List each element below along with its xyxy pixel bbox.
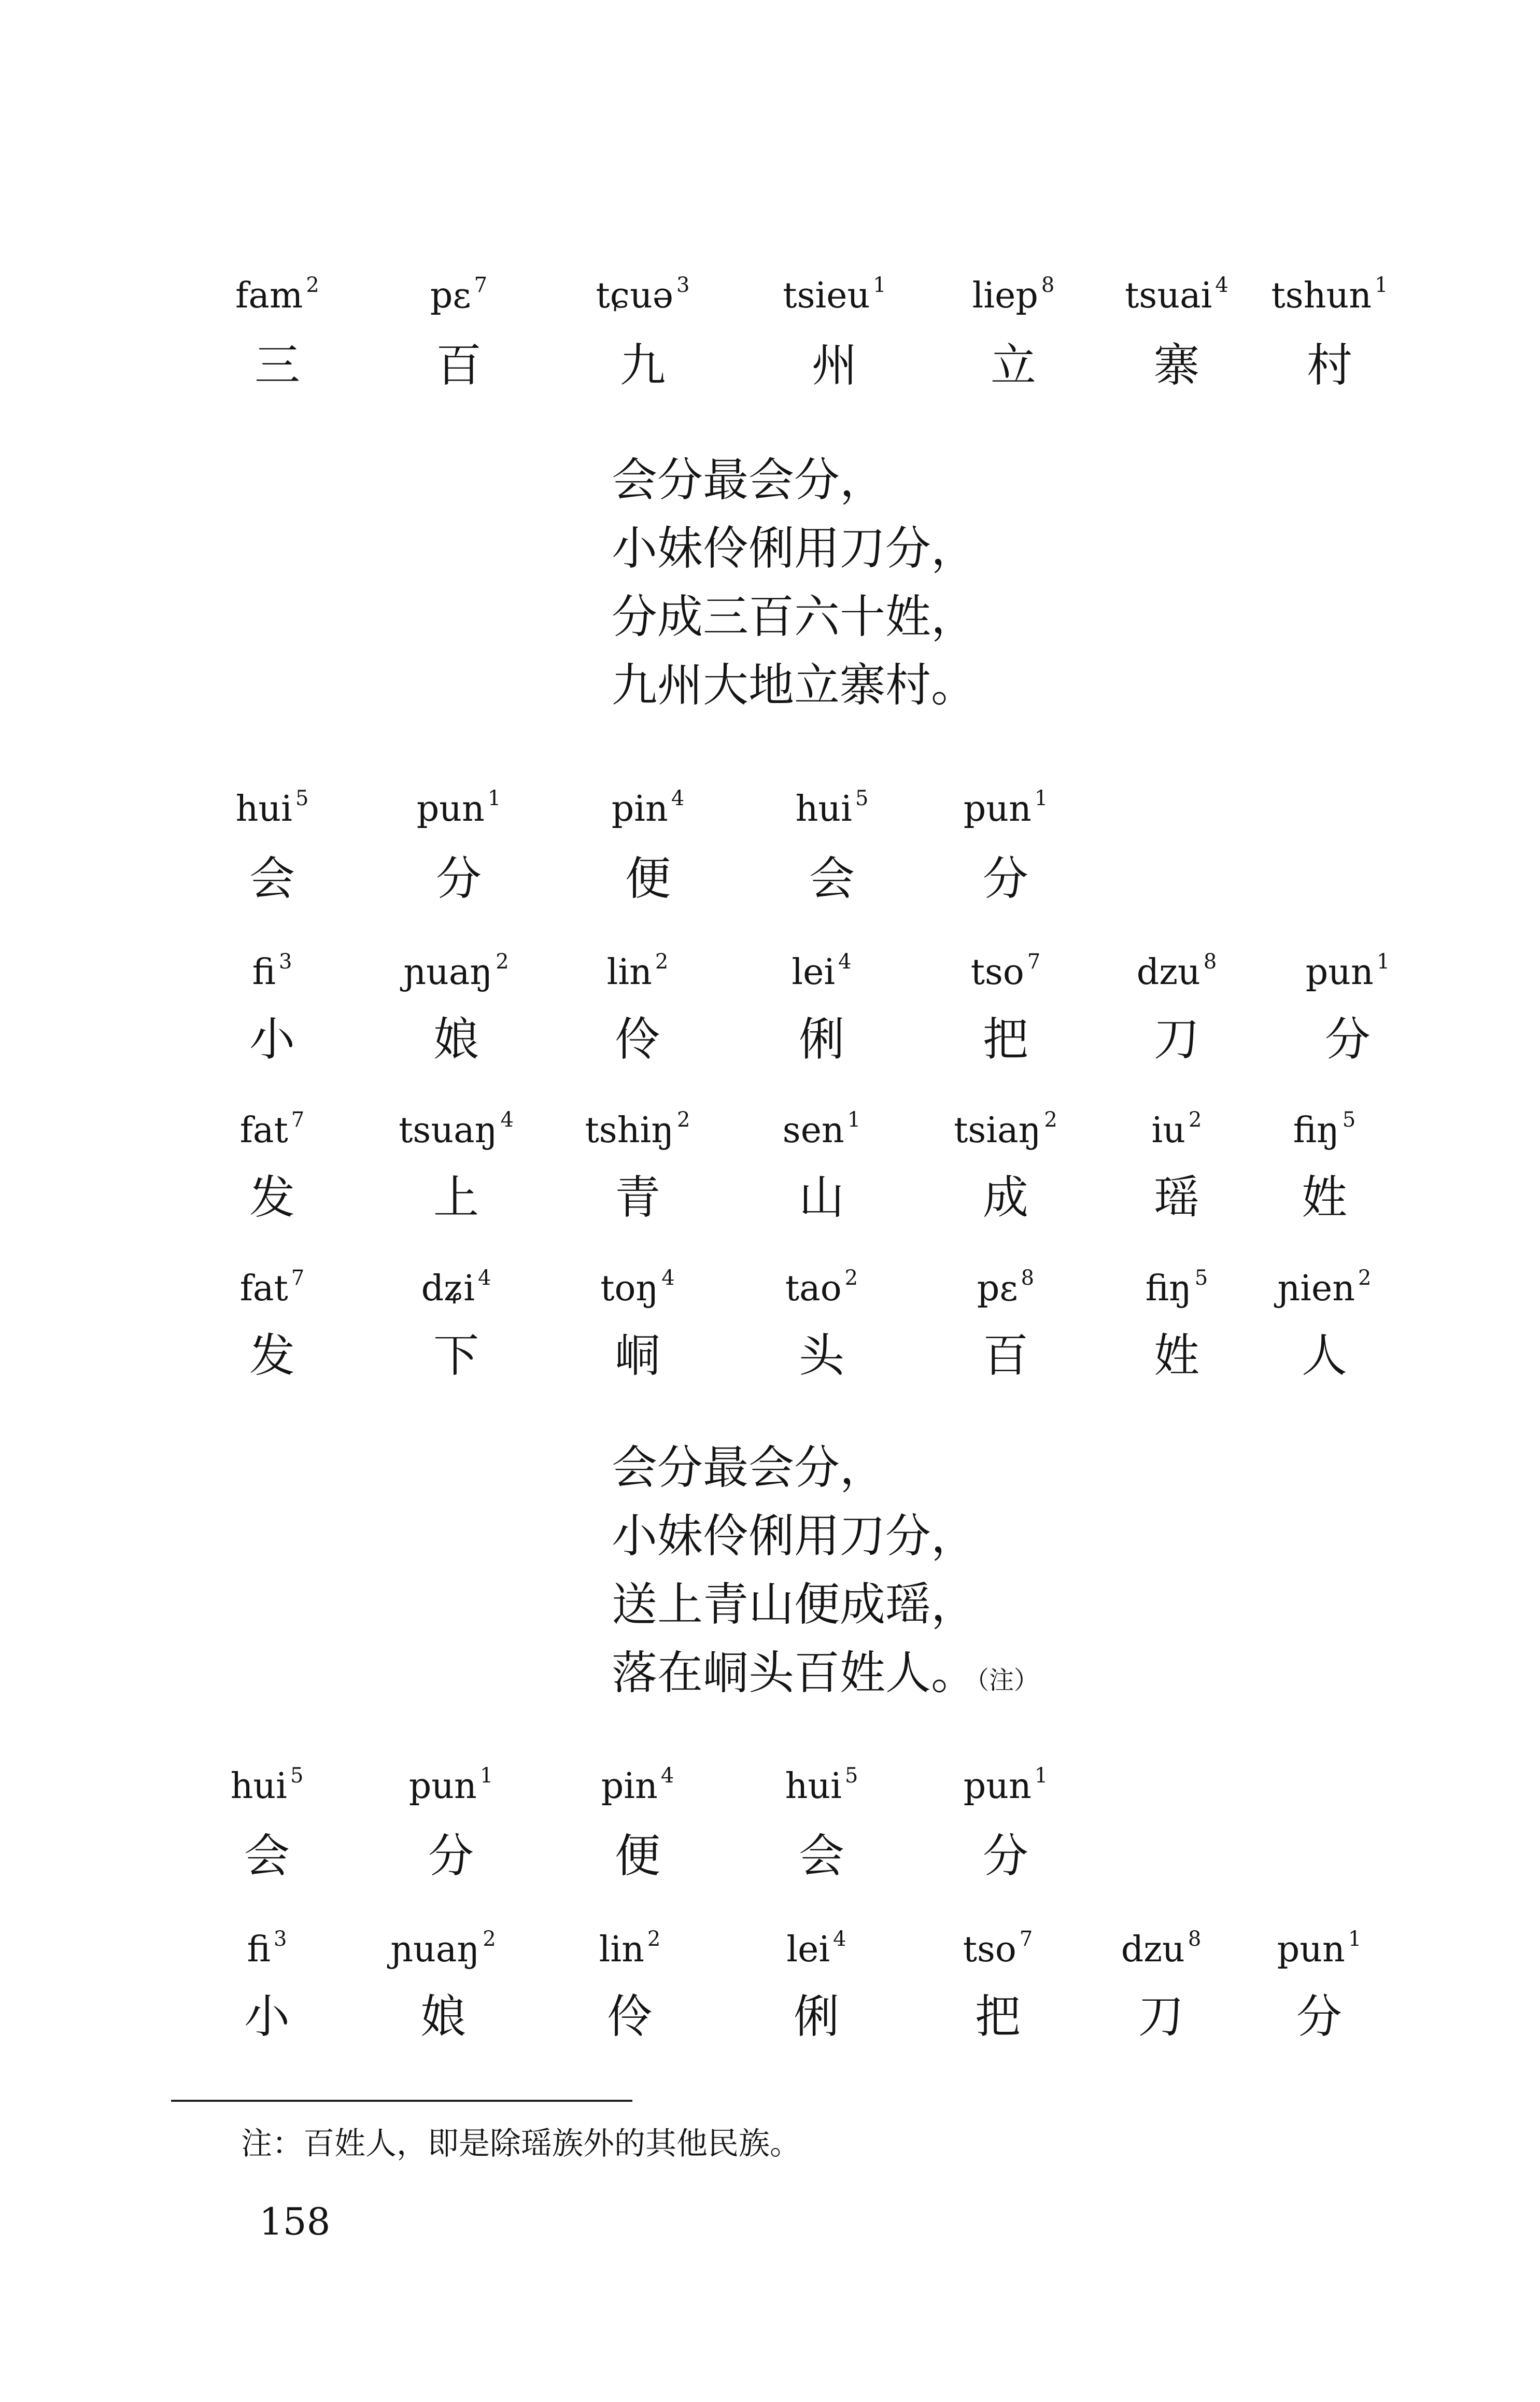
- hanzi: 分: [982, 852, 1028, 905]
- verse-line: 小妹伶俐用刀分，: [612, 522, 977, 575]
- hanzi: 刀: [1153, 1013, 1199, 1066]
- hanzi: 上: [433, 1171, 479, 1224]
- syllable: ɲien $^2$: [1277, 1266, 1372, 1309]
- syllable: pɛ $^8$: [977, 1266, 1035, 1309]
- hanzi: 发: [249, 1329, 295, 1382]
- hanzi: 人: [1301, 1329, 1347, 1382]
- syllable: hui $^5$: [235, 786, 309, 830]
- hanzi: 便: [614, 1829, 660, 1883]
- hanzi: 下: [433, 1329, 479, 1382]
- footnote-marker: （注）: [977, 1666, 1039, 1695]
- verse-translation: [612, 446, 977, 720]
- syllable: pun $^1$: [963, 1764, 1048, 1807]
- hanzi: 发: [249, 1171, 295, 1224]
- hanzi: 分: [1296, 1990, 1342, 2043]
- verse-line: 九州大地立寨村。: [612, 658, 977, 712]
- syllable: pun $^1$: [1277, 1927, 1362, 1970]
- syllable: ɲuaŋ $^2$: [390, 1927, 496, 1970]
- hanzi: 刀: [1138, 1990, 1184, 2043]
- syllable: tshiŋ $^2$: [585, 1108, 690, 1151]
- syllable: fi $^3$: [252, 950, 292, 993]
- hanzi-row: [0, 1986, 1540, 2063]
- syllable: tsuaŋ $^4$: [399, 1108, 514, 1151]
- romanization-row: [0, 1913, 1540, 1991]
- verse-line: 会分最会分，: [612, 1441, 886, 1494]
- hanzi: 州: [811, 339, 857, 392]
- syllable: sen $^1$: [782, 1108, 861, 1151]
- syllable: liep $^8$: [972, 273, 1055, 316]
- hanzi-row: [0, 1008, 1540, 1086]
- syllable: dʑi $^4$: [421, 1266, 491, 1309]
- hanzi: 小: [244, 1990, 290, 2043]
- syllable: tsieu $^1$: [783, 273, 886, 316]
- syllable: pun $^1$: [963, 786, 1048, 830]
- syllable: fiŋ $^5$: [1145, 1266, 1208, 1309]
- hanzi-row: [0, 1167, 1540, 1244]
- hanzi: 瑶: [1153, 1171, 1199, 1224]
- verse-line: 送上青山便成瑶，: [612, 1578, 977, 1631]
- syllable: hui $^5$: [785, 1764, 858, 1807]
- hanzi: 会: [249, 852, 295, 905]
- syllable: tshun $^1$: [1271, 273, 1388, 316]
- hanzi: 分: [428, 1829, 474, 1883]
- hanzi: 百: [982, 1329, 1028, 1382]
- syllable: fam $^2$: [235, 273, 319, 316]
- hanzi: 寨: [1153, 339, 1199, 392]
- syllable: tɕuə $^3$: [596, 273, 690, 316]
- romanization-row: [0, 1750, 1540, 1828]
- hanzi-row: [0, 1825, 1540, 1903]
- hanzi: 把: [982, 1013, 1028, 1066]
- hanzi: 会: [244, 1829, 290, 1883]
- syllable: dzu $^8$: [1121, 1927, 1202, 1970]
- verse-line: [612, 1639, 1039, 1715]
- hanzi: 便: [625, 852, 671, 905]
- page-number: 158: [259, 2200, 331, 2243]
- hanzi: 娘: [433, 1013, 479, 1066]
- romanization-row: [0, 936, 1540, 1014]
- syllable: fat $^7$: [239, 1266, 305, 1309]
- hanzi: 小: [249, 1013, 295, 1066]
- syllable: pɛ $^7$: [430, 273, 488, 316]
- syllable: hui $^5$: [230, 1764, 304, 1807]
- syllable: fi $^3$: [247, 1927, 287, 1970]
- syllable: pun $^1$: [408, 1764, 493, 1807]
- footnote: 注：百姓人，即是除瑶族外的其他民族。: [241, 2126, 801, 2162]
- syllable: pin $^4$: [601, 1764, 674, 1807]
- romanization-row: [0, 1252, 1540, 1330]
- verse-translation: [612, 1434, 1039, 1715]
- syllable: pin $^4$: [611, 786, 685, 830]
- hanzi: 村: [1306, 339, 1352, 392]
- hanzi: 分: [1324, 1013, 1371, 1066]
- hanzi: 立: [990, 339, 1036, 392]
- hanzi: 山: [798, 1171, 844, 1224]
- syllable: tsuai $^4$: [1125, 273, 1228, 316]
- verse-line: 分成三百六十姓，: [612, 590, 977, 643]
- hanzi: 姓: [1153, 1329, 1199, 1382]
- footnote-divider: [171, 2100, 632, 2102]
- hanzi: 分: [435, 852, 482, 905]
- syllable: tso $^7$: [970, 950, 1041, 993]
- syllable: lei $^4$: [792, 950, 852, 993]
- syllable: tso $^7$: [963, 1927, 1033, 1970]
- hanzi: 俐: [793, 1990, 839, 2043]
- hanzi: 娘: [420, 1990, 466, 2043]
- hanzi: 分: [982, 1829, 1028, 1883]
- hanzi-row: [0, 334, 1540, 412]
- hanzi: 峒: [614, 1329, 660, 1382]
- hanzi: 成: [982, 1171, 1028, 1224]
- romanization-row: [0, 772, 1540, 850]
- syllable: ɲuaŋ $^2$: [403, 950, 509, 993]
- hanzi: 九: [619, 339, 666, 392]
- hanzi: 会: [798, 1829, 844, 1883]
- hanzi: 会: [809, 852, 855, 905]
- hanzi: 姓: [1301, 1171, 1347, 1224]
- hanzi: 俐: [798, 1013, 844, 1066]
- syllable: hui $^5$: [795, 786, 869, 830]
- hanzi: 青: [614, 1171, 660, 1224]
- hanzi: 把: [974, 1990, 1021, 2043]
- syllable: lei $^4$: [786, 1927, 846, 1970]
- hanzi: 百: [435, 339, 482, 392]
- syllable: fiŋ $^5$: [1293, 1108, 1356, 1151]
- hanzi: 头: [798, 1329, 844, 1382]
- syllable: pun $^1$: [1305, 950, 1390, 993]
- hanzi-row: [0, 1325, 1540, 1402]
- syllable: lin $^2$: [599, 1927, 661, 1970]
- romanization-row: [0, 1094, 1540, 1172]
- syllable: lin $^2$: [606, 950, 669, 993]
- syllable: tsiaŋ $^2$: [954, 1108, 1057, 1151]
- hanzi: 三: [254, 339, 300, 392]
- verse-line: 会分最会分，: [612, 453, 886, 507]
- syllable: tao $^2$: [785, 1266, 858, 1309]
- syllable: pun $^1$: [416, 786, 501, 830]
- syllable: toŋ $^4$: [600, 1266, 675, 1309]
- hanzi-row: [0, 848, 1540, 925]
- verse-line-text: 落在峒头百姓人。: [612, 1646, 977, 1699]
- romanization-row: [0, 259, 1540, 337]
- syllable: fat $^7$: [239, 1108, 305, 1151]
- hanzi: 伶: [606, 1990, 653, 2043]
- syllable: iu $^2$: [1151, 1108, 1202, 1151]
- verse-line: 小妹伶俐用刀分，: [612, 1509, 977, 1563]
- syllable: dzu $^8$: [1136, 950, 1217, 993]
- hanzi: 伶: [614, 1013, 660, 1066]
